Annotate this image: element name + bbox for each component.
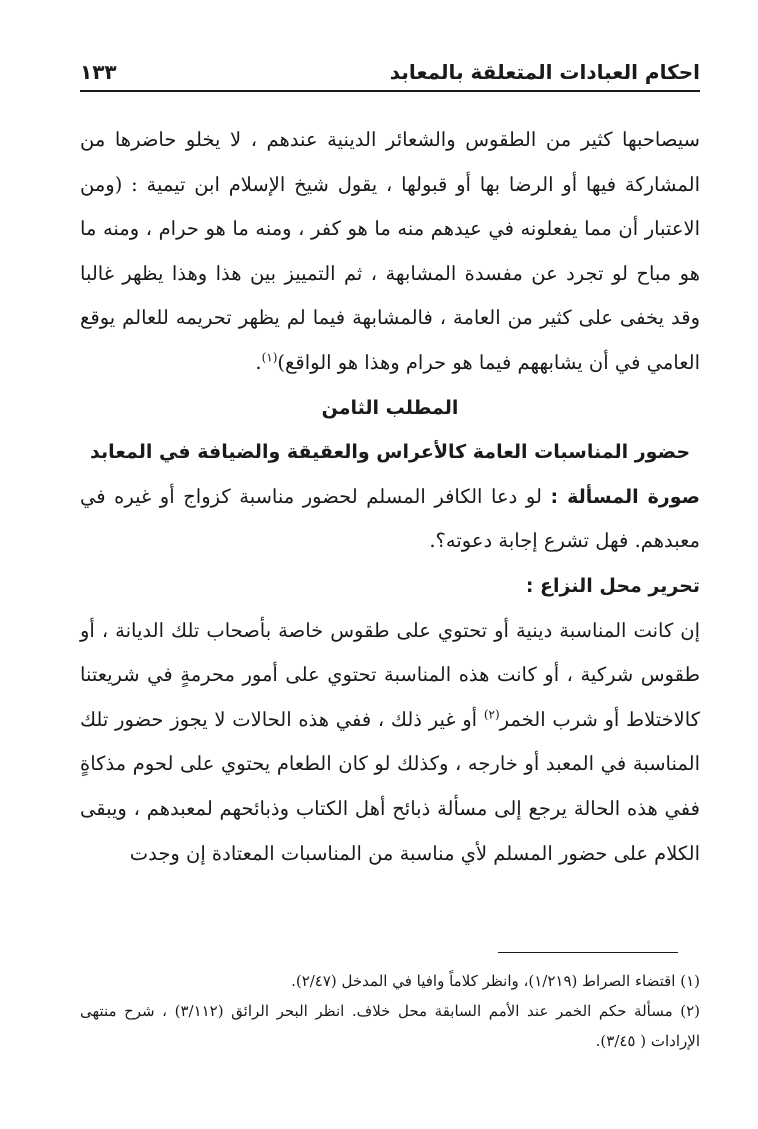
footnote-2: (٢) مسألة حكم الخمر عند الأمم السابقة محل خلاف. انظر البحر الرائق (٣/١١٢) ، شرح منتهى الإرادات ( ٣/٤٥). [80,1002,700,1050]
footnote-divider [498,952,678,953]
footnote-1: (١) اقتضاء الصراط (١/٢١٩)، وانظر كلاماً وافيا في المدخل (٢/٤٧). [291,972,700,990]
section-heading: المطلب الثامن [321,396,459,419]
footnotes [80,966,700,1056]
paragraph-quote-end: . [255,350,262,374]
issue-label: صورة المسألة : [550,485,701,508]
dispute-heading: تحرير محل النزاع : [525,574,700,597]
paragraph-quote [80,118,700,386]
page-number: ١٣٣ [80,60,117,84]
footnote-ref-2: (٢) [483,707,500,722]
footnote-ref-1: (١) [261,350,278,365]
paragraph-dispute [80,609,700,877]
running-header [80,56,700,92]
paragraph-dispute-part1: إن كانت المناسبة دينية أو تحتوي على طقوس خاصة بأصحاب تلك الديانة ، أو طقوس شركية ، أو كانت هذه المناسبة تحتوي على أمور محرمةٍ في شريعتنا كالاختلاط أو شرب الخمر [80,618,701,731]
main-text [80,118,700,876]
issue-paragraph [80,475,700,564]
issue-text: لو دعا الكافر المسلم لحضور مناسبة كزواج أو غيره في معبدهم. فهل تشرع إجابة دعوته؟. [80,484,700,553]
paragraph-quote-text: سيصاحبها كثير من الطقوس والشعائر الدينية عندهم ، لا يخلو حاضرها من المشاركة فيها أو الرضا بها أو قبولها ، يقول شيخ الإسلام ابن تيمية : (ومن الاعتبار أن مما يفعلونه في عيدهم منه ما هو كفر ، ومنه ما هو حرام ، ومنه ما هو مباح لو تجرد عن مفسدة المشابهة ، ثم التمييز بين هذا وهذا يظهر غالبا وقد يخفى على كثير من العامة ، فالمشابهة فيما لم يظهر تحريمه للعالم يوقع العامي في أن يشابههم فيما هو حرام وهذا هو الواقع) [80,128,700,374]
section-subheading: حضور المناسبات العامة كالأعراس والعقيقة والضيافة في المعابد [89,441,691,464]
header-title: احكام العبادات المتعلقة بالمعابد [389,60,700,84]
paragraph-dispute-part2: أو غير ذلك ، ففي هذه الحالات لا يجوز حضور تلك المناسبة في المعبد أو خارجه ، وكذلك لو كان الطعام يحتوي على لحوم مذكاةٍ ففي هذه الحالة يرجع إلى مسألة ذبائح أهل الكتاب وذبائحهم لمعبدهم ، ويبقى الكلام على حضور المسلم لأي مناسبة من المناسبات المعتادة إن وجدت [80,707,700,865]
